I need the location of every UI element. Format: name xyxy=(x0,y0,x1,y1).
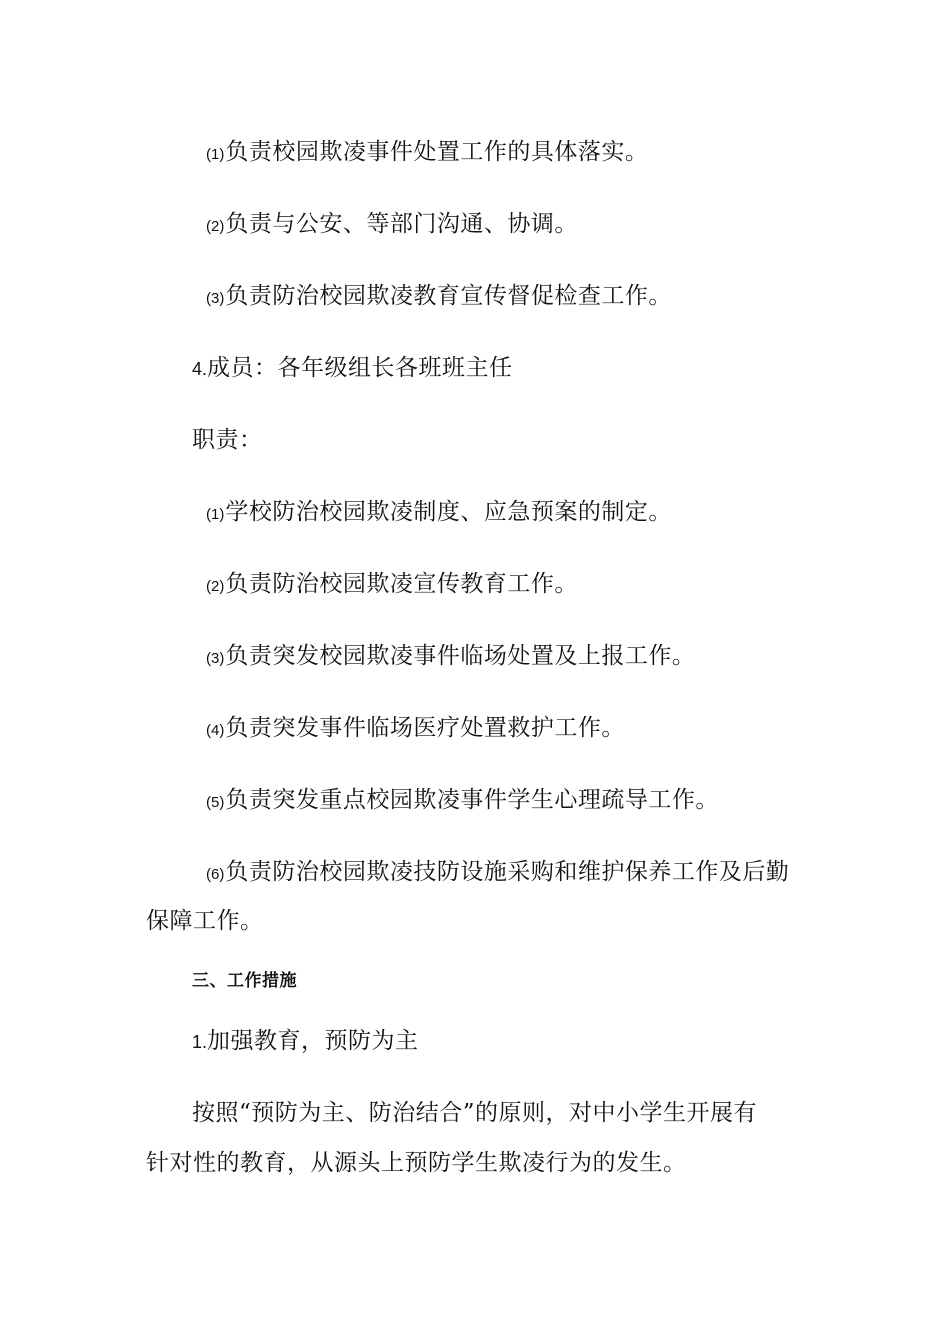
item-text: 负责防治校园欺凌教育宣传督促检查工作。 xyxy=(225,283,672,309)
section-number: 4. xyxy=(192,359,208,379)
item-number: (2) xyxy=(206,578,225,595)
subsection-number: 1. xyxy=(192,1032,208,1052)
item-number: (4) xyxy=(206,722,225,739)
item-text: 负责突发事件临场医疗处置救护工作。 xyxy=(225,715,625,741)
item-number: (2) xyxy=(206,218,225,235)
item-text: 负责防治校园欺凌技防设施采购和维护保养工作及后勤 xyxy=(225,859,790,885)
item-number: (5) xyxy=(206,794,225,811)
section-heading: 三、工作措施 xyxy=(192,971,297,991)
item-number: (3) xyxy=(206,290,225,307)
item-number: (1) xyxy=(206,146,225,163)
item-text: 学校防治校园欺凌制度、应急预案的制定。 xyxy=(225,499,672,525)
duty-item-4b xyxy=(206,713,625,746)
item-number: (3) xyxy=(206,650,225,667)
item-text: 负责与公安、等部门沟通、协调。 xyxy=(225,211,578,237)
item-text: 负责防治校园欺凌宣传教育工作。 xyxy=(225,571,578,597)
duty-item-6b-continuation: 保障工作。 xyxy=(146,908,264,934)
duty-item-2 xyxy=(206,209,578,242)
members-line xyxy=(192,353,513,384)
duty-item-2b xyxy=(206,569,578,602)
members-text: 成员：各年级组长各班班主任 xyxy=(207,355,513,381)
duty-item-1b xyxy=(206,497,672,530)
item-number: (1) xyxy=(206,506,225,523)
duty-item-3 xyxy=(206,281,672,314)
duty-item-5b xyxy=(206,785,719,818)
item-text: 负责突发校园欺凌事件临场处置及上报工作。 xyxy=(225,643,696,669)
item-text: 负责校园欺凌事件处置工作的具体落实。 xyxy=(225,139,649,165)
duty-item-1 xyxy=(206,137,648,170)
subsection-title xyxy=(192,1026,419,1057)
body-paragraph-continuation: 针对性的教育，从源头上预防学生欺凌行为的发生。 xyxy=(146,1150,687,1176)
item-text: 负责突发重点校园欺凌事件学生心理疏导工作。 xyxy=(225,787,719,813)
subsection-text: 加强教育，预防为主 xyxy=(207,1028,419,1054)
duty-item-3b xyxy=(206,641,695,674)
duty-item-6b xyxy=(206,857,789,890)
item-number: (6) xyxy=(206,866,225,883)
duties-label: 职责： xyxy=(192,427,263,453)
body-paragraph: 按照“预防为主、防治结合”的原则，对中小学生开展有 xyxy=(192,1100,758,1126)
